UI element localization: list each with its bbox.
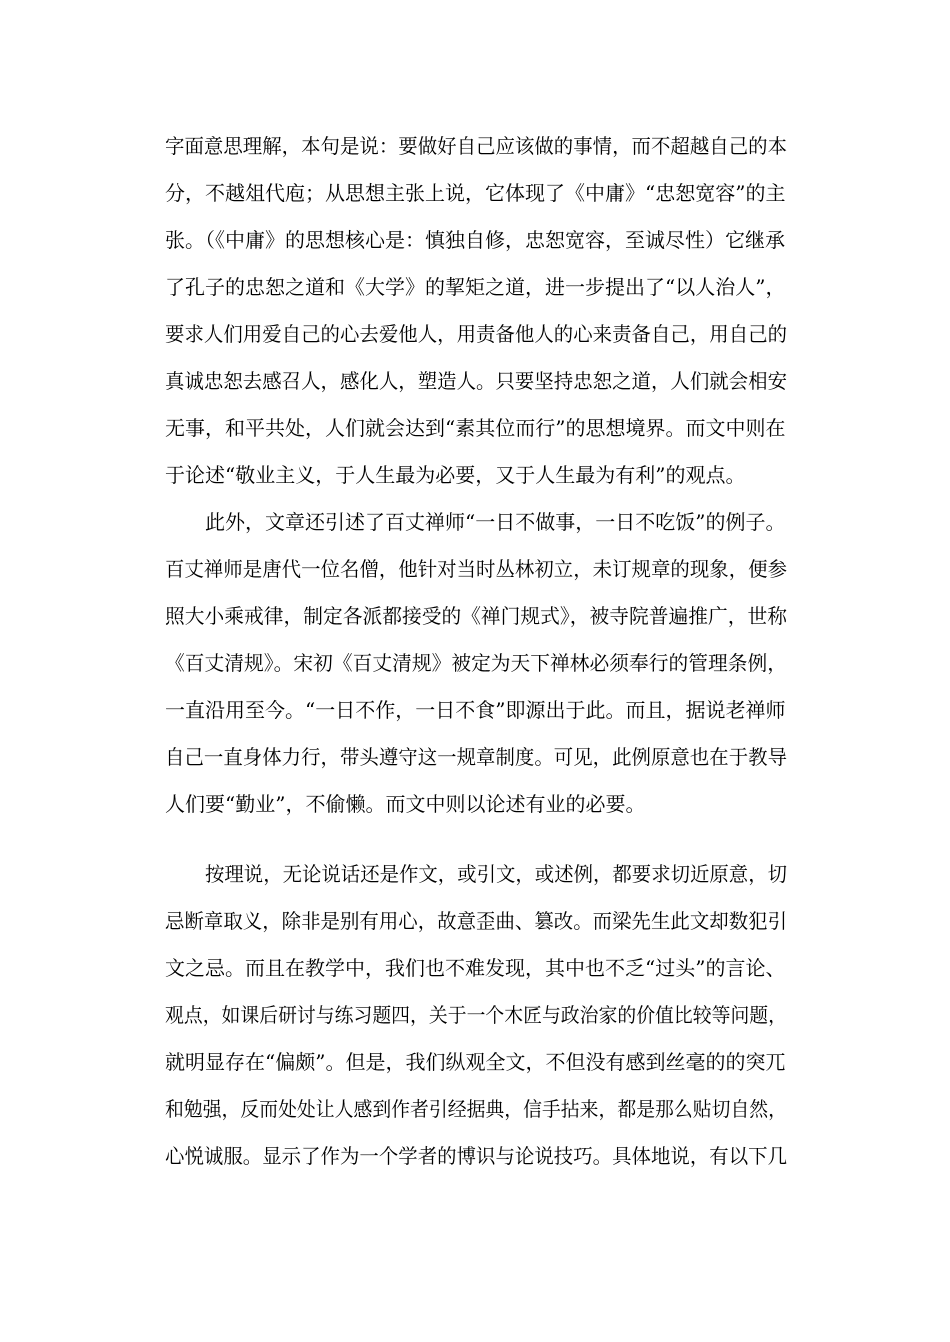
text-line: 照大小乘戒律，制定各派都接受的《禅门规式》，被寺院普遍推广，世称: [165, 604, 787, 628]
text-line: 自己一直身体力行，带头遵守这一规章制度。可见，此例原意也在于教导: [165, 745, 788, 769]
text-line: 一直沿用至今。“一日不作，一日不食”即源出于此。而且，据说老禅师: [165, 698, 786, 722]
text-line: 分，不越俎代庖；从思想主张上说，它体现了《中庸》“忠恕宽容”的主: [165, 181, 786, 205]
text-line: 于论述“敬业主义，于人生最为必要，又于人生最为有利”的观点。: [165, 463, 746, 487]
text-line: 要求人们用爱自己的心去爱他人，用责备他人的心来责备自己，用自己的: [165, 322, 788, 346]
text-line: 就明显存在“偏颇”。但是，我们纵观全文，不但没有感到丝毫的的突兀: [165, 1050, 786, 1074]
text-line: 观点，如课后研讨与练习题四，关于一个木匠与政治家的价值比较等问题，: [165, 1003, 787, 1027]
text-line: 文之忌。而且在教学中，我们也不难发现，其中也不乏“过头”的言论、: [165, 956, 786, 980]
text-line: 忌断章取义，除非是别有用心，故意歪曲、篡改。而梁先生此文却数犯引: [165, 909, 788, 933]
text-line: 此外，文章还引述了百丈禅师“一日不做事，一日不吃饭”的例子。: [205, 510, 786, 534]
text-line: 张。（《中庸》的思想核心是：慎独自修，忠恕宽容，至诚尽性）它继承: [165, 228, 785, 252]
text-line: 了孔子的忠恕之道和《大学》的挈矩之道，进一步提出了“以人治人”，: [165, 275, 786, 299]
text-line: 无事，和平共处，人们就会达到“素其位而行”的思想境界。而文中则在: [165, 416, 786, 440]
text-line: 真诚忠恕去感召人，感化人，塑造人。只要坚持忠恕之道，人们就会相安: [165, 369, 788, 393]
text-line: 和勉强，反而处处让人感到作者引经据典，信手拈来，都是那么贴切自然，: [165, 1097, 787, 1121]
text-line: 《百丈清规》。宋初《百丈清规》被定为天下禅林必须奉行的管理条例，: [165, 651, 787, 675]
text-line: 按理说，无论说话还是作文，或引文，或述例，都要求切近原意，切: [205, 862, 787, 886]
text-line: 百丈禅师是唐代一位名僧，他针对当时丛林初立，未订规章的现象，便参: [165, 557, 788, 581]
text-line: 字面意思理解，本句是说：要做好自己应该做的事情，而不超越自己的本: [165, 134, 788, 158]
text-line: 心悦诚服。显示了作为一个学者的博识与论说技巧。具体地说，有以下几: [165, 1144, 788, 1168]
text-line: 人们要“勤业”，不偷懒。而文中则以论述有业的必要。: [165, 792, 646, 816]
